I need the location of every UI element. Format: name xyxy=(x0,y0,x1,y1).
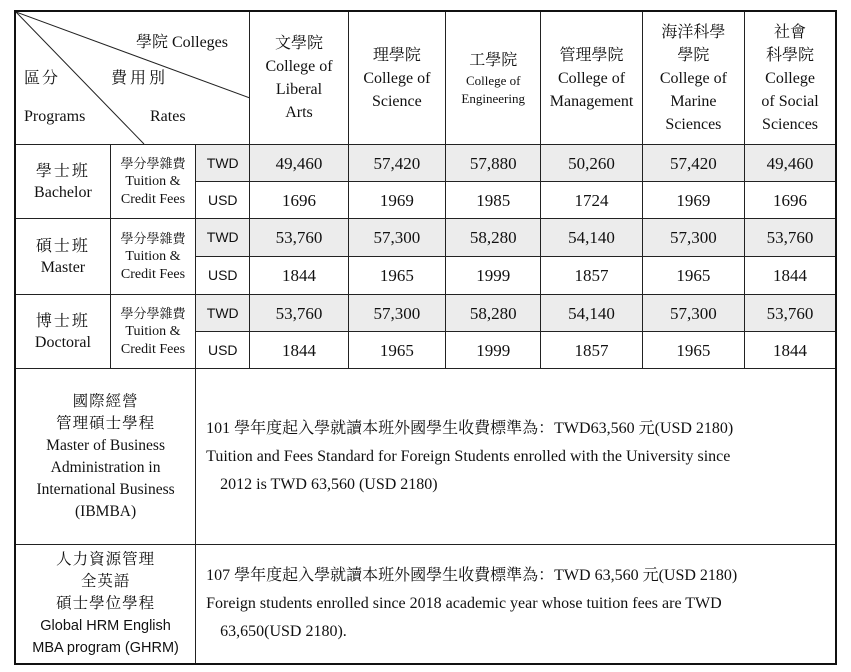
fee-value: 58,280 xyxy=(446,219,541,257)
master-twd-row xyxy=(15,219,836,257)
fee-value: 54,140 xyxy=(541,219,642,257)
college-zh: 管理學院 xyxy=(559,46,624,64)
fee-value: 49,460 xyxy=(250,145,348,182)
fee-table-frame xyxy=(14,10,837,658)
fee-type-cell xyxy=(110,145,195,219)
program-name-line: Master of Business xyxy=(46,436,165,454)
program-name-ghrm xyxy=(15,545,196,665)
college-en-line: College of xyxy=(265,58,333,75)
fee-label-en: Tuition & xyxy=(125,173,181,189)
fee-value: 1999 xyxy=(446,332,541,369)
fee-value: 1965 xyxy=(642,257,744,295)
fee-value: 1844 xyxy=(745,257,836,295)
fee-value: 57,300 xyxy=(642,295,744,332)
fee-label-en: Credit Fees xyxy=(120,191,186,207)
college-en-line: Marine xyxy=(670,92,717,110)
college-header-liberal-arts xyxy=(250,11,348,145)
fee-value: 53,760 xyxy=(745,295,836,332)
fee-type-cell xyxy=(110,295,195,369)
program-name-line: 人力資源管理 xyxy=(56,551,156,568)
fee-standard-en: 63,650(USD 2180). xyxy=(220,623,347,640)
rates-label: Rates xyxy=(150,108,186,125)
program-name-line: Global HRM English xyxy=(40,618,171,634)
fee-standard-zh: 107 學年度起入學就讀本班外國學生收費標準為：TWD 63,560 元(USD 2180) xyxy=(206,567,738,584)
programs-label: Programs xyxy=(24,108,86,125)
fee-standard-en: 2012 is TWD 63,560 (USD 2180) xyxy=(220,475,438,493)
fee-value: 1985 xyxy=(446,182,541,219)
bachelor-twd-row xyxy=(15,145,836,182)
fee-value: 57,300 xyxy=(348,219,445,257)
fee-value: 53,760 xyxy=(745,219,836,257)
college-zh: 理學院 xyxy=(372,46,421,64)
program-name-line: 全英語 xyxy=(80,573,131,590)
college-en-line: College of xyxy=(659,69,727,87)
fee-value: 1724 xyxy=(541,182,642,219)
fee-value: 54,140 xyxy=(541,295,642,332)
doctoral-twd-row xyxy=(15,295,836,332)
currency-twd: TWD xyxy=(196,145,250,182)
fee-value: 57,420 xyxy=(348,145,445,182)
fee-standard-zh: 101 學年度起入學就讀本班外國學生收費標準為：TWD63,560 元(USD 2180) xyxy=(206,419,734,437)
college-zh: 工學院 xyxy=(469,51,518,69)
fee-value: 1965 xyxy=(642,332,744,369)
fee-value: 1969 xyxy=(642,182,744,219)
program-master xyxy=(15,219,110,295)
college-header-marine-sciences xyxy=(642,11,744,145)
fee-value: 1857 xyxy=(541,257,642,295)
college-en-line: Sciences xyxy=(762,115,819,133)
college-en-line: Engineering xyxy=(461,90,525,106)
program-bachelor xyxy=(15,145,110,219)
college-zh: 海洋科學 xyxy=(661,23,726,41)
program-en: Master xyxy=(40,258,86,276)
fee-label-en: Tuition & xyxy=(125,248,181,264)
fee-value: 58,280 xyxy=(446,295,541,332)
college-header-science xyxy=(348,11,445,145)
fee-value: 1696 xyxy=(745,182,836,219)
program-name-line: 碩士學位學程 xyxy=(56,595,156,612)
fee-value: 57,880 xyxy=(446,145,541,182)
program-name-ibmba xyxy=(15,369,196,545)
fee-value: 1999 xyxy=(446,257,541,295)
college-en-line: College of xyxy=(363,69,431,87)
fee-value: 53,760 xyxy=(250,295,348,332)
college-en-line: Science xyxy=(371,92,422,110)
program-name-line: Administration in xyxy=(50,458,161,476)
currency-twd: TWD xyxy=(196,219,250,257)
currency-usd: USD xyxy=(196,182,250,219)
fee-value: 1696 xyxy=(250,182,348,219)
fee-label-en: Credit Fees xyxy=(120,266,186,282)
ghrm-row xyxy=(15,545,836,665)
fee-value: 1969 xyxy=(348,182,445,219)
fee-value: 53,760 xyxy=(250,219,348,257)
program-en: Bachelor xyxy=(34,183,92,201)
program-doctoral xyxy=(15,295,110,369)
tuition-fee-table xyxy=(14,10,837,665)
program-zh: 碩士班 xyxy=(35,237,90,255)
fee-value: 1965 xyxy=(348,332,445,369)
header-row xyxy=(15,11,836,145)
college-en-line: Arts xyxy=(285,104,313,121)
fee-value: 57,300 xyxy=(642,219,744,257)
ibmba-row xyxy=(15,369,836,545)
college-en-line: College of xyxy=(465,72,521,88)
fee-label-zh: 學分學雜費 xyxy=(120,305,186,321)
rates-zh-label: 費用別 xyxy=(111,70,169,87)
college-en-line: of Social xyxy=(761,92,819,110)
fee-value: 1844 xyxy=(745,332,836,369)
college-zh: 文學院 xyxy=(275,35,324,52)
college-header-engineering xyxy=(446,11,541,145)
division-label: 區分 xyxy=(24,70,61,87)
fee-standard-en: Foreign students enrolled since 2018 academic year whose tuition fees are TWD xyxy=(206,595,722,612)
currency-usd: USD xyxy=(196,257,250,295)
program-en: Doctoral xyxy=(34,333,91,351)
college-en-line: Management xyxy=(549,92,634,110)
currency-usd: USD xyxy=(196,332,250,369)
fee-value: 57,420 xyxy=(642,145,744,182)
college-zh: 社會 xyxy=(774,23,807,41)
program-name-line: 管理碩士學程 xyxy=(56,414,156,432)
college-header-management xyxy=(541,11,642,145)
college-zh: 科學院 xyxy=(766,46,815,64)
fee-value: 1965 xyxy=(348,257,445,295)
college-en-line: College xyxy=(765,69,815,87)
fee-standard-en: Tuition and Fees Standard for Foreign Students enrolled with the University since xyxy=(206,447,731,465)
fee-value: 49,460 xyxy=(745,145,836,182)
fee-description-ibmba xyxy=(196,369,836,545)
colleges-label: 學院 Colleges xyxy=(136,34,228,51)
college-en-line: Liberal xyxy=(275,81,323,98)
program-name-line: MBA program (GHRM) xyxy=(32,640,179,656)
fee-value: 57,300 xyxy=(348,295,445,332)
currency-twd: TWD xyxy=(196,295,250,332)
program-name-line: 國際經營 xyxy=(72,392,139,410)
fee-label-en: Tuition & xyxy=(125,323,181,339)
fee-description-ghrm xyxy=(196,545,836,665)
fee-label-zh: 學分學雜費 xyxy=(120,230,186,246)
fee-value: 1844 xyxy=(250,332,348,369)
fee-value: 1844 xyxy=(250,257,348,295)
diagonal-header-cell xyxy=(15,11,250,145)
program-name-line: International Business xyxy=(36,480,175,498)
fee-value: 1857 xyxy=(541,332,642,369)
fee-type-cell xyxy=(110,219,195,295)
fee-value: 50,260 xyxy=(541,145,642,182)
program-zh: 博士班 xyxy=(35,312,90,330)
college-en-line: College of xyxy=(558,69,626,87)
program-name-line: (IBMBA) xyxy=(75,502,137,520)
fee-label-zh: 學分學雜費 xyxy=(120,155,186,171)
college-zh: 學院 xyxy=(677,46,710,64)
college-en-line: Sciences xyxy=(665,115,722,133)
fee-label-en: Credit Fees xyxy=(120,341,186,357)
college-header-social-sciences xyxy=(745,11,836,145)
program-zh: 學士班 xyxy=(35,162,90,180)
